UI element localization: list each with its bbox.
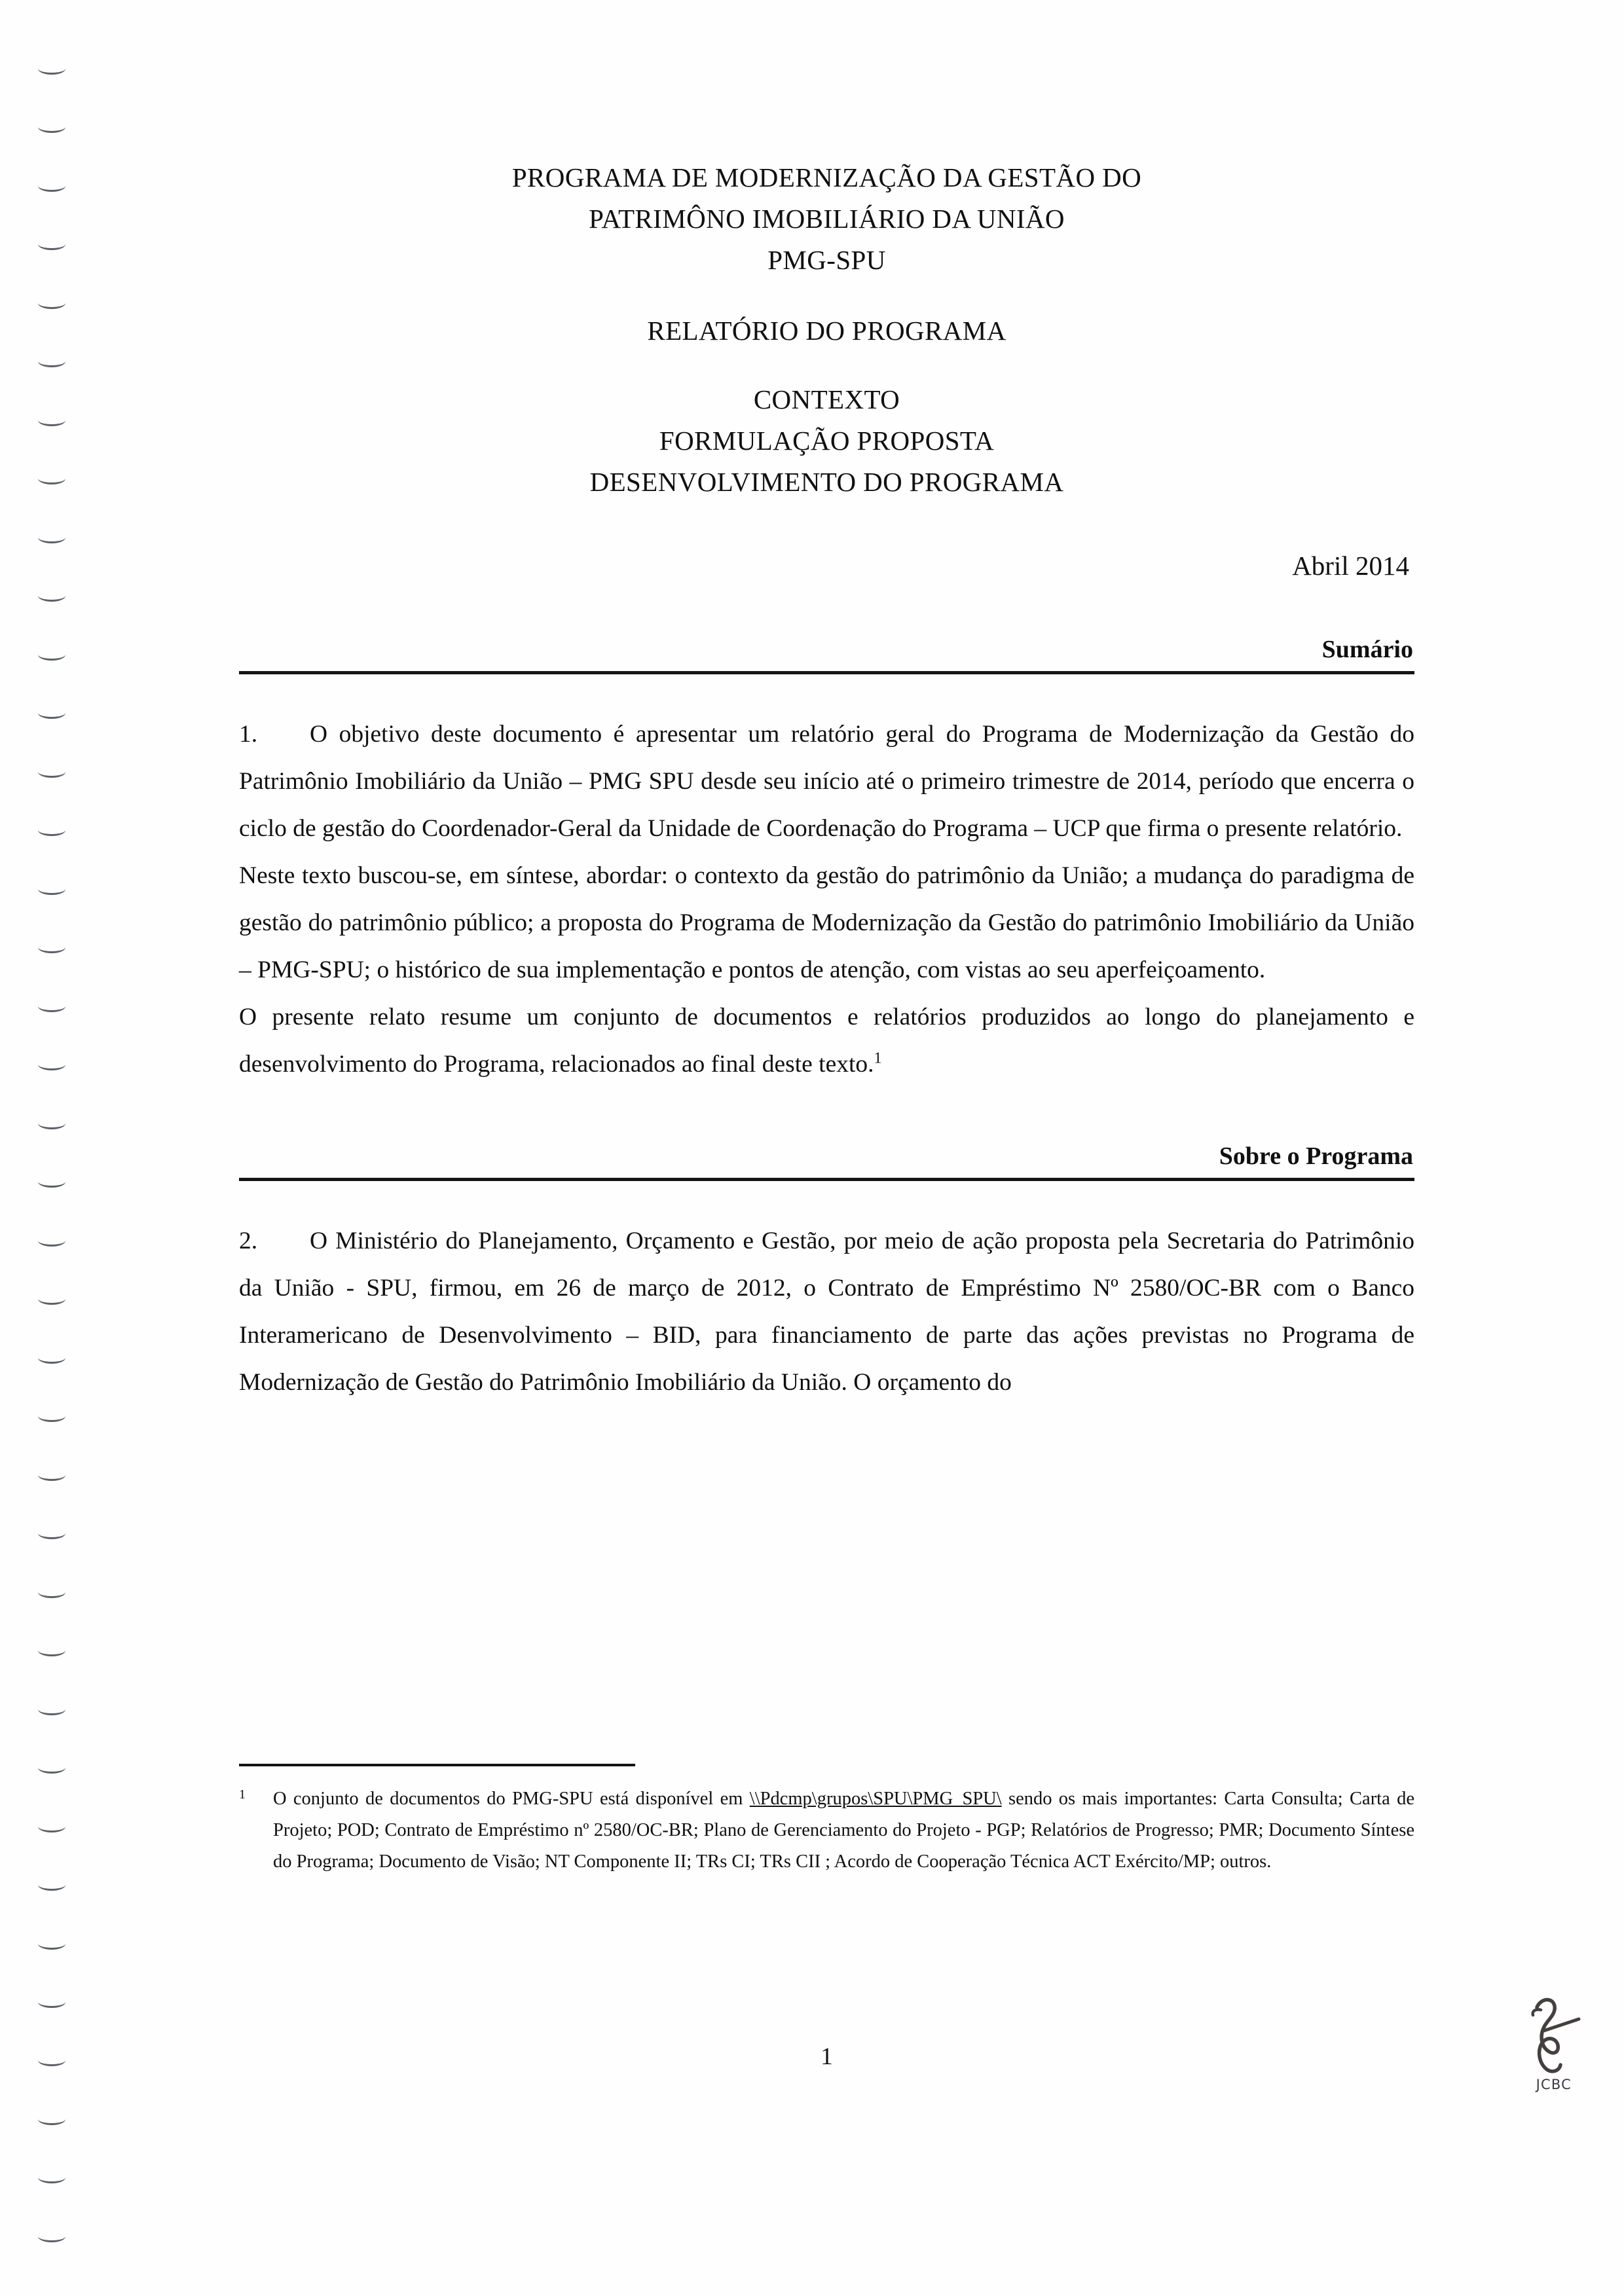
binding-coil-mark: [38, 1937, 65, 1950]
binding-coil-mark: [38, 62, 65, 75]
binding-coil-mark: [38, 824, 65, 836]
typist-initials: JCBC: [1536, 2077, 1572, 2092]
binding-coil-mark: [38, 2054, 65, 2066]
footnote-network-path[interactable]: \\Pdcmp\grupos\SPU\PMG_SPU\: [749, 1789, 1002, 1809]
section-body-sumario: [239, 711, 1414, 1088]
binding-coil-mark: [38, 1761, 65, 1774]
binding-coil-mark: [38, 1175, 65, 1188]
binding-coil-mark: [38, 883, 65, 895]
binding-coil-mark: [38, 1234, 65, 1247]
footnote-reference-marker: 1: [874, 1049, 882, 1067]
binding-coil-mark: [38, 1410, 65, 1422]
footnote-text-lead: O conjunto de documentos do PMG-SPU está disponível em: [273, 1789, 750, 1809]
section-heading-rule: [239, 1178, 1414, 1181]
footnote-area: [239, 1764, 1414, 1878]
section-heading-label: Sumário: [1321, 636, 1413, 663]
program-title-line-3: PMG-SPU: [767, 245, 886, 275]
document-title-block: [239, 0, 1414, 503]
binding-coil-mark: [38, 1058, 65, 1070]
binding-coil-mark: [38, 2230, 65, 2242]
paragraph-number-2: 2.: [239, 1228, 258, 1254]
binding-coil-mark: [38, 1117, 65, 1129]
binding-coil-mark: [38, 1468, 65, 1481]
binding-coil-mark: [38, 2113, 65, 2125]
title-spacer-1: [239, 281, 1414, 310]
footnote-body: [239, 1783, 1414, 1878]
binding-coil-mark: [38, 414, 65, 426]
footnote-separator-rule: [239, 1764, 635, 1766]
page-number: 1: [821, 2043, 833, 2070]
binding-coil-mark: [38, 589, 65, 602]
binding-coil-mark: [38, 1527, 65, 1539]
binding-coil-mark: [38, 648, 65, 661]
paragraph-text-4: O Ministério do Planejamento, Orçamento e Gestão, por meio de ação proposta pela Secretaria do Patrimônio da União - SPU, firmou, em 26 de março de 2012, o Contrato de Empréstimo Nº 2580/OC-BR com o Banco Interamericano de Desenvolvimento – BID, para financiamento de parte das ações previstas no Programa de Modernização de Gestão do Patrimônio Imobiliário da União. O orçamento do: [239, 1228, 1414, 1396]
title-spacer-2: [239, 352, 1414, 379]
paragraph-3: [239, 994, 1414, 1088]
program-title-line-2: PATRIMÔNO IMOBILIÁRIO DA UNIÃO: [589, 204, 1065, 234]
binding-coil-mark: [38, 2171, 65, 2183]
paragraph-2: [239, 852, 1414, 994]
handwritten-signature-icon: [1503, 1990, 1588, 2088]
paragraph-1: [239, 711, 1414, 852]
subject-line-1: CONTEXTO: [753, 384, 900, 414]
binding-coil-mark: [38, 1000, 65, 1012]
binding-coil-mark: [38, 1644, 65, 1656]
binding-coil-mark: [38, 1351, 65, 1364]
binding-coil-mark: [38, 1878, 65, 1891]
paragraph-text-2: Neste texto buscou-se, em síntese, abordar: o contexto da gestão do patrimônio da União; a mudança do paradigma de gestão do patrimônio público; a proposta do Programa de Modernização da Gestão do patrimônio Imobiliário da União – PMG-SPU; o histórico de sua implementação e pontos de atenção, com vistas ao seu aperfeiçoamento.: [239, 862, 1414, 983]
binding-coil-mark: [38, 941, 65, 953]
paragraph-4: [239, 1218, 1414, 1406]
section-heading-sumario: [239, 634, 1414, 674]
binding-coil-mark: [38, 706, 65, 719]
binding-coil-mark: [38, 179, 65, 192]
binding-coil-mark: [38, 531, 65, 543]
section-heading-rule: [239, 671, 1414, 674]
binding-coil-mark: [38, 1292, 65, 1305]
binding-coil-mark: [38, 1820, 65, 1832]
binding-coil-mark: [38, 297, 65, 309]
subject-line-3: DESENVOLVIMENTO DO PROGRAMA: [589, 467, 1064, 497]
subject-line-2: FORMULAÇÃO PROPOSTA: [659, 426, 995, 456]
binding-coil-mark: [38, 238, 65, 250]
binding-coil-mark: [38, 1586, 65, 1598]
binding-coil-mark: [38, 355, 65, 367]
footnote-text: [273, 1783, 1414, 1878]
program-title-line-1: PROGRAMA DE MODERNIZAÇÃO DA GESTÃO DO: [511, 162, 1142, 192]
footnote-marker: 1: [239, 1787, 246, 1802]
document-date: Abril 2014: [1292, 551, 1409, 581]
spiral-binding-marks: [38, 62, 77, 2242]
section-heading-sobre-o-programa: [239, 1140, 1414, 1181]
binding-coil-mark: [38, 765, 65, 778]
paragraph-text-1: O objetivo deste documento é apresentar um relatório geral do Programa de Modernização da Gestão do Patrimônio Imobiliário da União – PMG SPU desde seu início até o primeiro trimestre de 2014, período que encerra o ciclo de gestão do Coordenador-Geral da Unidade de Coordenação do Programa – UCP que firma o presente relatório.: [239, 721, 1414, 842]
section-heading-label: Sobre o Programa: [1219, 1142, 1413, 1170]
paragraph-text-3: O presente relato resume um conjunto de documentos e relatórios produzidos ao longo do planejamento e desenvolvimento do Programa, relacionados ao final deste texto.: [239, 1004, 1414, 1078]
binding-coil-mark: [38, 120, 65, 133]
report-subtitle: RELATÓRIO DO PROGRAMA: [647, 316, 1006, 346]
paragraph-number-1: 1.: [239, 721, 258, 748]
page-content-column: [239, 0, 1414, 2296]
binding-coil-mark: [38, 472, 65, 484]
section-body-sobre-o-programa: [239, 1218, 1414, 1406]
binding-coil-mark: [38, 1995, 65, 2008]
footnote-text-tail: sendo os mais importantes: Carta Consulta; Carta de Projeto; POD; Contrato de Empréstimo nº 2580/OC-BR; Plano de Gerenciamento do Projeto - PGP; Relatórios de Progresso; PMR; Documento Síntese do Programa; Documento de Visão; NT Componente II; TRs CI; TRs CII ; Acordo de Cooperação Técnica ACT Exército/MP; outros.: [273, 1789, 1414, 1872]
binding-coil-mark: [38, 1703, 65, 1715]
